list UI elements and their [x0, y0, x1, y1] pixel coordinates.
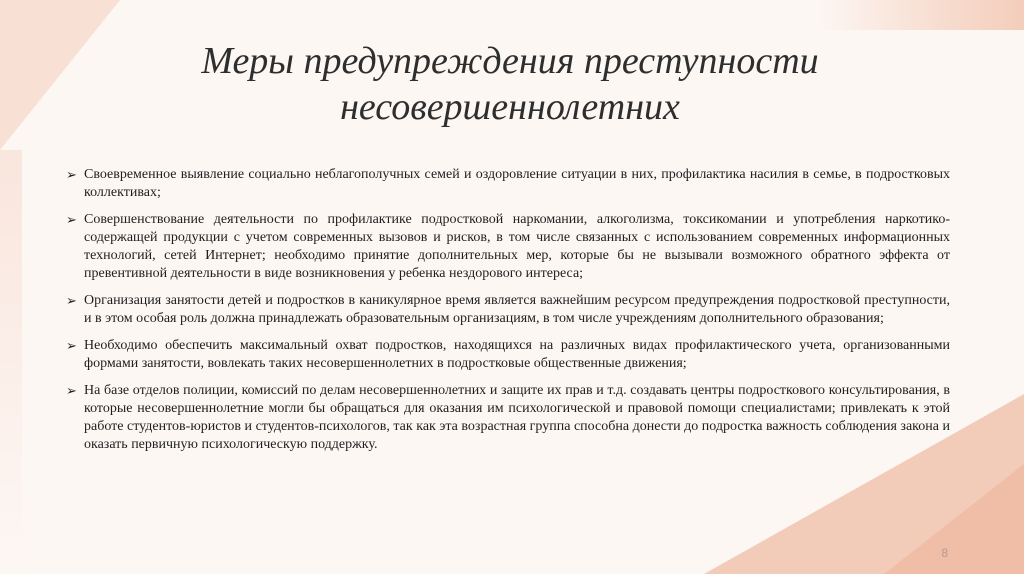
- list-item: [66, 337, 950, 373]
- arrow-bullet-icon: ➢: [66, 212, 77, 227]
- list-item-text: Своевременное выявление социально неблагополучных семей и оздоровление ситуации в них, профилактика насилия в семье, в подростковых коллективах;: [84, 167, 950, 200]
- decorative-band-top-right: [814, 0, 1024, 30]
- list-item: [66, 211, 950, 283]
- arrow-bullet-icon: ➢: [66, 167, 77, 182]
- slide-title-line1: Меры предупреждения преступности: [201, 40, 819, 82]
- slide-title-line2: несовершеннолетних: [340, 86, 680, 128]
- list-item-text: Необходимо обеспечить максимальный охват подростков, находящихся на различных видах профилактического учета, организованными формами занятости, вовлекать таких несовершеннолетних в подростковые общественные движения;: [84, 338, 950, 371]
- arrow-bullet-icon: ➢: [66, 338, 77, 353]
- list-item-text: Совершенствование деятельности по профилактике подростковой наркомании, алкоголизма, токсикомании и употребления наркотико-содержащей продукции с учетом современных вызовов и рисков, в том числе связанных с использованием современных информационных технологий, сетей Интернет; необходимо принятие дополнительных мер, которые бы не вызывали возможного обратного эффекта от превентивной деятельности в виде возникновения у ребенка нездорового интереса;: [84, 212, 950, 281]
- list-item: [66, 292, 950, 328]
- list-item-text: Организация занятости детей и подростков в каникулярное время является важнейшим ресурсом предупреждения подростковой преступности, и в этом особая роль должна принадлежать образовательным организациям, в том числе учреждениям дополнительного образования;: [84, 293, 950, 326]
- decorative-corner-bottom-right-inner: [884, 464, 1024, 574]
- bullet-list: [66, 166, 950, 463]
- page-number: 8: [941, 546, 948, 560]
- list-item: [66, 382, 950, 454]
- arrow-bullet-icon: ➢: [66, 293, 77, 308]
- arrow-bullet-icon: ➢: [66, 383, 77, 398]
- list-item-text: На базе отделов полиции, комиссий по делам несовершеннолетних и защите их прав и т.д. создавать центры подросткового консультирования, в которые несовершеннолетние могли бы обращаться для оказания им психологической и правовой помощи специалистами; привлекать к этой работе студентов-юристов и студентов-психологов, так как эта возрастная группа способна донести до подростка важность соблюдения закона и оказать первичную психологическую поддержку.: [84, 383, 950, 452]
- list-item: [66, 166, 950, 202]
- decorative-stripe-left: [0, 150, 22, 574]
- slide-title: [100, 38, 920, 130]
